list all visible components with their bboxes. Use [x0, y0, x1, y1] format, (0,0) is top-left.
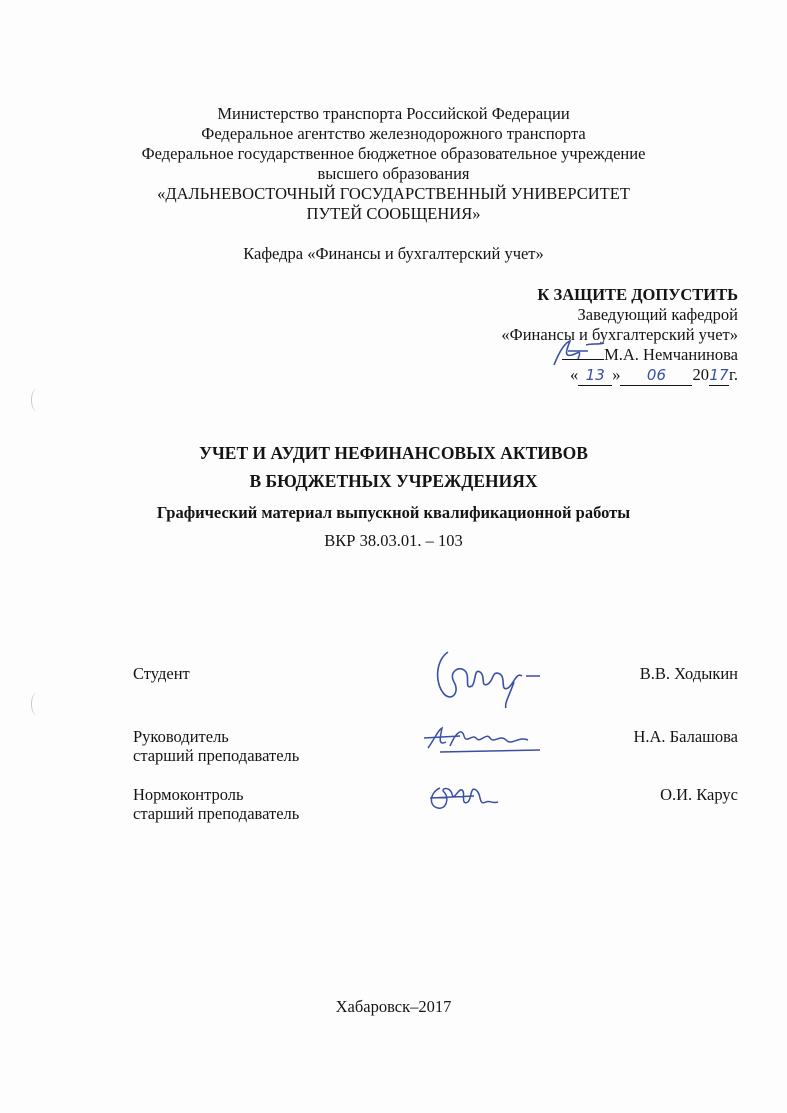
supervisor-role-2: старший преподаватель	[133, 746, 300, 765]
date-close-quote: »	[612, 365, 621, 384]
ministry-line: Министерство транспорта Российской Федерации	[217, 104, 570, 123]
date-year-suffix: 17	[709, 366, 729, 384]
approval-department: «Финансы и бухгалтерский учет»	[501, 325, 738, 344]
city-year: Хабаровск–2017	[335, 997, 452, 1016]
date-month: 06	[620, 365, 692, 386]
normcontrol-role-2: старший преподаватель	[133, 804, 300, 823]
student-role: Студент	[133, 664, 190, 683]
work-title-line-1: УЧЕТ И АУДИТ НЕФИНАНСОВЫХ АКТИВОВ	[199, 443, 588, 463]
department-line: Кафедра «Финансы и бухгалтерский учет»	[243, 244, 544, 263]
date-open-quote: «	[569, 365, 579, 384]
approval-date-line	[570, 365, 738, 386]
binding-hole-mark	[31, 693, 42, 715]
approval-signature-blank	[562, 345, 604, 360]
approval-name-line	[562, 345, 738, 365]
normcontrol-signature-icon	[424, 778, 504, 818]
supervisor-role: Руководитель	[133, 727, 229, 746]
normcontrol-role: Нормоконтроль	[133, 785, 244, 804]
work-subtitle: Графический материал выпускной квалификационной работы	[156, 503, 631, 522]
institution-line-2: высшего образования	[317, 164, 470, 183]
date-day: 13	[578, 365, 612, 386]
binding-hole-mark	[31, 389, 42, 411]
approval-position: Заведующий кафедрой	[577, 305, 738, 324]
normcontrol-name: О.И. Карус	[660, 785, 738, 804]
student-name: В.В. Ходыкин	[639, 664, 738, 683]
university-line-2: ПУТЕЙ СООБЩЕНИЯ»	[306, 204, 481, 223]
work-title-line-2: В БЮДЖЕТНЫХ УЧРЕЖДЕНИЯХ	[249, 471, 538, 491]
approval-heading: К ЗАЩИТЕ ДОПУСТИТЬ	[537, 285, 738, 304]
date-year-prefix: 20	[692, 365, 709, 384]
supervisor-name: Н.А. Балашова	[633, 727, 738, 746]
date-year-unit: г.	[728, 365, 738, 384]
approval-name: М.А. Немчанинова	[604, 345, 738, 364]
agency-line: Федеральное агентство железнодорожного транспорта	[201, 124, 586, 143]
university-line-1: «ДАЛЬНЕВОСТОЧНЫЙ ГОСУДАРСТВЕННЫЙ УНИВЕРСИТЕТ	[157, 184, 630, 203]
student-signature-icon	[430, 642, 550, 710]
institution-line-1: Федеральное государственное бюджетное образовательное учреждение	[141, 144, 646, 163]
supervisor-signature-icon	[420, 722, 550, 758]
work-code: ВКР 38.03.01. – 103	[324, 531, 463, 550]
